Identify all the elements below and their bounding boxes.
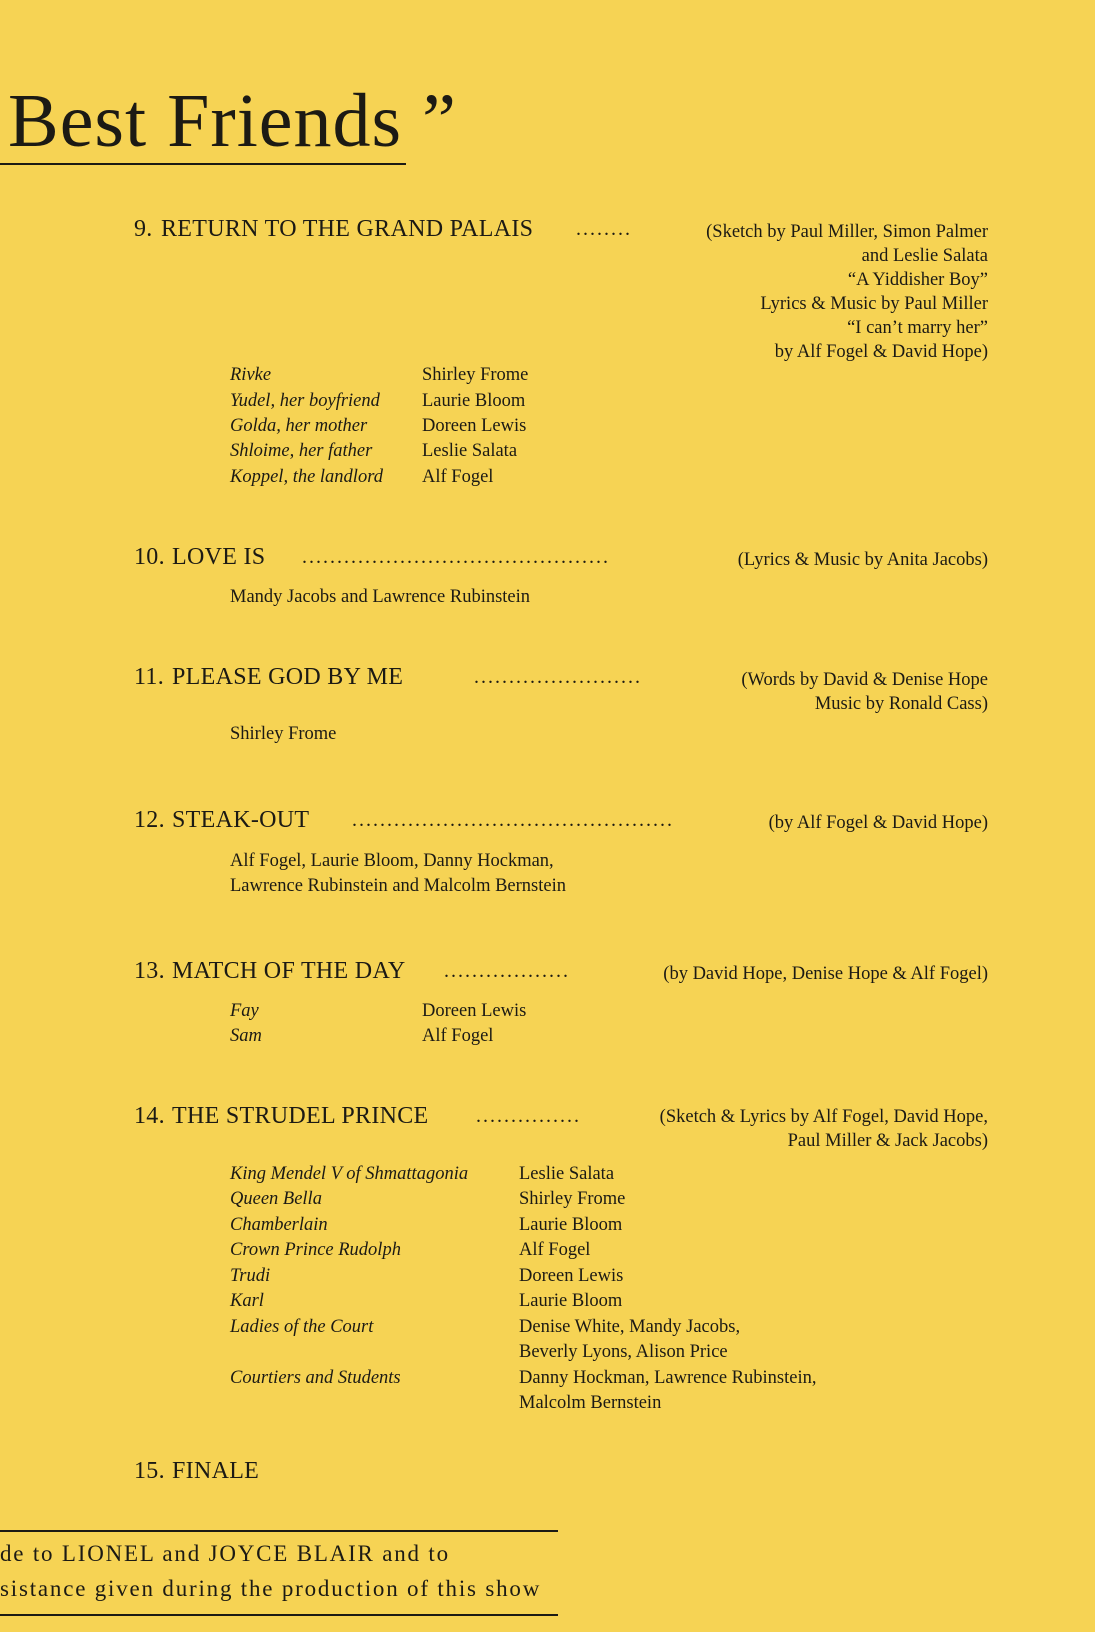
leader-dots: ...............	[476, 1105, 581, 1127]
item-credit: (Sketch & Lyrics by Alf Fogel, David Hope, Paul Miller & Jack Jacobs)	[659, 1107, 988, 1151]
cast-role: Yudel, her boyfriend	[230, 391, 380, 411]
cast-actor: Malcolm Bernstein	[519, 1393, 662, 1413]
performers: Shirley Frome	[230, 724, 337, 744]
item-title: RETURN TO THE GRAND PALAIS	[161, 216, 534, 242]
acknowledgement-bottom-rule	[0, 1614, 558, 1616]
cast-role: Koppel, the landlord	[230, 467, 383, 487]
performers: Mandy Jacobs and Lawrence Rubinstein	[230, 587, 531, 607]
cast-actor: Leslie Salata	[422, 441, 518, 461]
cast-actor: Doreen Lewis	[422, 416, 527, 436]
item-number: 13.	[134, 958, 165, 984]
item-title: LOVE IS	[172, 544, 266, 570]
performers: Alf Fogel, Laurie Bloom, Danny Hockman,	[230, 851, 554, 871]
cast-actor: Beverly Lyons, Alison Price	[519, 1342, 728, 1362]
cast-role: Sam	[230, 1026, 262, 1046]
leader-dots: ........	[576, 218, 632, 240]
cast-role: Crown Prince Rudolph	[230, 1240, 401, 1260]
item-number: 14.	[134, 1103, 165, 1129]
item-title: PLEASE GOD BY ME	[172, 664, 404, 690]
item-credit: (Words by David & Denise Hope Music by Ronald Cass)	[741, 670, 988, 714]
cast-role: Ladies of the Court	[230, 1317, 374, 1337]
cast-actor: Leslie Salata	[519, 1164, 615, 1184]
cast-actor: Laurie Bloom	[519, 1291, 623, 1311]
title-underline	[0, 163, 406, 165]
item-credit: (Sketch by Paul Miller, Simon Palmer and Leslie Salata “A Yiddisher Boy” Lyrics & Music by Paul Miller “I can’t marry her” by Alf Fogel & David Hope)	[706, 222, 988, 362]
cast-role: Karl	[230, 1291, 264, 1311]
leader-dots: ........................	[474, 666, 642, 688]
cast-actor: Shirley Frome	[519, 1189, 626, 1209]
cast-actor: Danny Hockman, Lawrence Rubinstein,	[519, 1368, 817, 1388]
item-number: 9.	[134, 216, 153, 242]
leader-dots: ..................	[444, 960, 570, 982]
item-credit: (by Alf Fogel & David Hope)	[768, 813, 988, 833]
item-number: 15.	[134, 1458, 165, 1484]
item-title: THE STRUDEL PRINCE	[172, 1103, 429, 1129]
cast-role: Trudi	[230, 1266, 271, 1286]
cast-actor: Doreen Lewis	[422, 1001, 527, 1021]
item-credit: (by David Hope, Denise Hope & Alf Fogel)	[663, 964, 988, 984]
item-credit: (Lyrics & Music by Anita Jacobs)	[737, 550, 988, 570]
acknowledgement-line-2: sistance given during the production of this show	[0, 1576, 542, 1601]
item-title: STEAK-OUT	[172, 807, 310, 833]
acknowledgement-top-rule	[0, 1530, 558, 1532]
acknowledgement-line-1: de to LIONEL and JOYCE BLAIR and to	[0, 1541, 450, 1566]
cast-actor: Doreen Lewis	[519, 1266, 624, 1286]
leader-dots: ............................................	[302, 546, 610, 568]
page-title: Best Friends ”	[8, 79, 457, 163]
leader-dots: ..............................................	[352, 809, 674, 831]
cast-role: Courtiers and Students	[230, 1368, 401, 1388]
cast-role: King Mendel V of Shmattagonia	[230, 1164, 469, 1184]
cast-actor: Laurie Bloom	[422, 391, 526, 411]
cast-role: Rivke	[230, 365, 272, 385]
item-number: 11.	[134, 664, 165, 690]
item-title: MATCH OF THE DAY	[172, 958, 406, 984]
cast-role: Queen Bella	[230, 1189, 322, 1209]
item-number: 12.	[134, 807, 165, 833]
performers: Lawrence Rubinstein and Malcolm Bernstein	[230, 876, 566, 896]
cast-role: Chamberlain	[230, 1215, 328, 1235]
cast-actor: Laurie Bloom	[519, 1215, 623, 1235]
cast-actor: Alf Fogel	[422, 467, 494, 487]
cast-role: Golda, her mother	[230, 416, 368, 436]
item-title: FINALE	[172, 1458, 260, 1484]
item-number: 10.	[134, 544, 165, 570]
cast-role: Shloime, her father	[230, 441, 373, 461]
cast-actor: Alf Fogel	[422, 1026, 494, 1046]
cast-role: Fay	[230, 1001, 259, 1021]
cast-actor: Alf Fogel	[519, 1240, 591, 1260]
cast-actor: Denise White, Mandy Jacobs,	[519, 1317, 741, 1337]
cast-actor: Shirley Frome	[422, 365, 529, 385]
